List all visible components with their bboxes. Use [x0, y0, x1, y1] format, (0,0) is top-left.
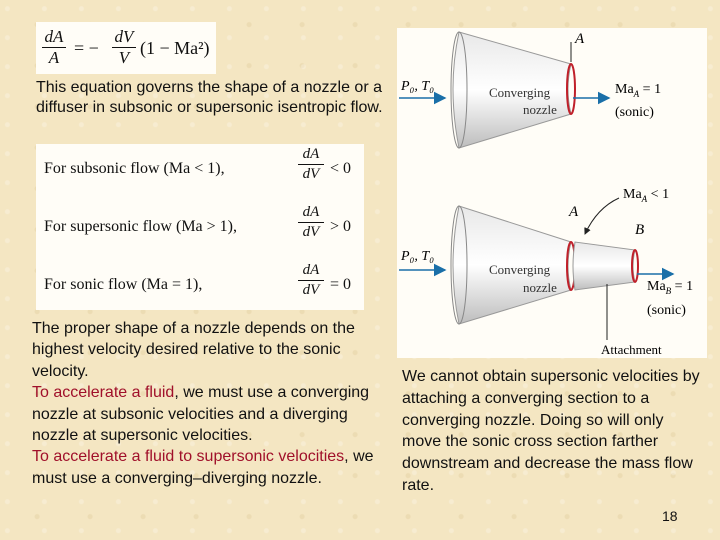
- top-mach-sub: A: [633, 89, 640, 99]
- bottom-nozzle-label-1: Converging: [489, 262, 551, 277]
- fraction-numerator: dA: [298, 204, 324, 223]
- top-sonic-label: (sonic): [615, 105, 654, 120]
- equation-rhs-tail: (1 − Ma²): [140, 38, 210, 58]
- condition-fraction: [298, 262, 324, 299]
- body-paragraph: [32, 318, 397, 489]
- condition-fraction: [298, 146, 324, 183]
- bottom-mach-b-value: = 1: [671, 279, 694, 294]
- bottom-mach-b-sub: B: [665, 286, 672, 296]
- equation-equals: = −: [74, 38, 99, 58]
- bottom-mach-a-value: < 1: [647, 187, 670, 202]
- bottom-section-b-label: B: [635, 222, 645, 238]
- equation-box: [36, 22, 216, 74]
- condition-label: For subsonic flow (Ma < 1),: [44, 160, 225, 177]
- fraction-denominator: dV: [302, 224, 320, 240]
- top-mach-label: [615, 82, 661, 99]
- equation-lhs: [42, 27, 66, 68]
- highlight-accelerate: To accelerate a fluid: [32, 384, 175, 402]
- highlight-supersonic: To accelerate a fluid to supersonic velocities: [32, 448, 345, 466]
- equation-rhs-numerator: dV: [112, 27, 136, 48]
- intro-text: This equation governs the shape of a nozzle or a diffuser in subsonic or supersonic isentropic flow.: [36, 79, 383, 116]
- attachment-label: Attachment: [601, 342, 662, 357]
- bottom-nozzle-label-2: nozzle: [523, 280, 557, 295]
- fraction-denominator: dV: [302, 166, 320, 182]
- bottom-nozzle: [399, 187, 693, 357]
- top-nozzle-label-1: Converging: [489, 85, 551, 100]
- equation-rhs: [112, 27, 136, 68]
- fraction-numerator: dA: [298, 146, 324, 165]
- condition-relation: < 0: [330, 160, 352, 177]
- fraction-denominator: dV: [302, 282, 320, 298]
- paragraph-sentence-1: The proper shape of a nozzle depends on the highest velocity desired relative to the sonic velocity.: [32, 320, 355, 380]
- bottom-mach-a-sub: A: [641, 194, 648, 204]
- top-nozzle-label-2: nozzle: [523, 102, 557, 117]
- bottom-mach-b-text: Ma: [647, 279, 666, 294]
- condition-fraction: [298, 204, 324, 241]
- bottom-sonic-label: (sonic): [647, 303, 686, 318]
- condition-relation: > 0: [330, 218, 352, 235]
- top-mach-text: Ma: [615, 82, 634, 97]
- condition-label: For sonic flow (Ma = 1),: [44, 276, 203, 293]
- condition-label: For supersonic flow (Ma > 1),: [44, 218, 237, 235]
- bottom-inlet-label: P₀, T₀: [401, 249, 435, 264]
- right-text: We cannot obtain supersonic velocities by attaching a converging section to a converging nozzle. Doing so will only move the sonic cross section farther downstream and decrease the mass flow rate.: [402, 368, 700, 494]
- bottom-mach-a-text: Ma: [623, 187, 642, 202]
- bottom-mach-a-pointer: [585, 198, 619, 234]
- fraction-numerator: dA: [298, 262, 324, 281]
- conditions-box: [36, 144, 364, 310]
- bottom-section-a-label: A: [569, 204, 579, 220]
- bottom-ring-b: [632, 250, 638, 282]
- paragraph-sentence-3: , we must use a converging–diverging nozzle.: [32, 448, 374, 487]
- equation-lhs-denominator: A: [48, 48, 60, 67]
- top-section-label: A: [575, 31, 585, 47]
- bottom-mach-b-label: [647, 279, 693, 296]
- page-number: 18: [662, 508, 678, 524]
- nozzle-figure-svg: [397, 28, 707, 358]
- equation-rhs-denominator: V: [118, 48, 130, 67]
- bottom-mach-a-label: [623, 187, 669, 204]
- bottom-attachment-cone: [573, 242, 635, 290]
- condition-relation: = 0: [330, 276, 352, 293]
- top-inlet-label: P₀, T₀: [401, 79, 435, 94]
- top-mach-value: = 1: [639, 82, 662, 97]
- paragraph-sentence-2: , we must use a converging nozzle at subsonic velocities and a diverging nozzle at supersonic velocities.: [32, 384, 370, 445]
- nozzle-figure: [397, 28, 707, 358]
- equation-lhs-numerator: dA: [42, 27, 66, 48]
- top-nozzle: [399, 31, 661, 148]
